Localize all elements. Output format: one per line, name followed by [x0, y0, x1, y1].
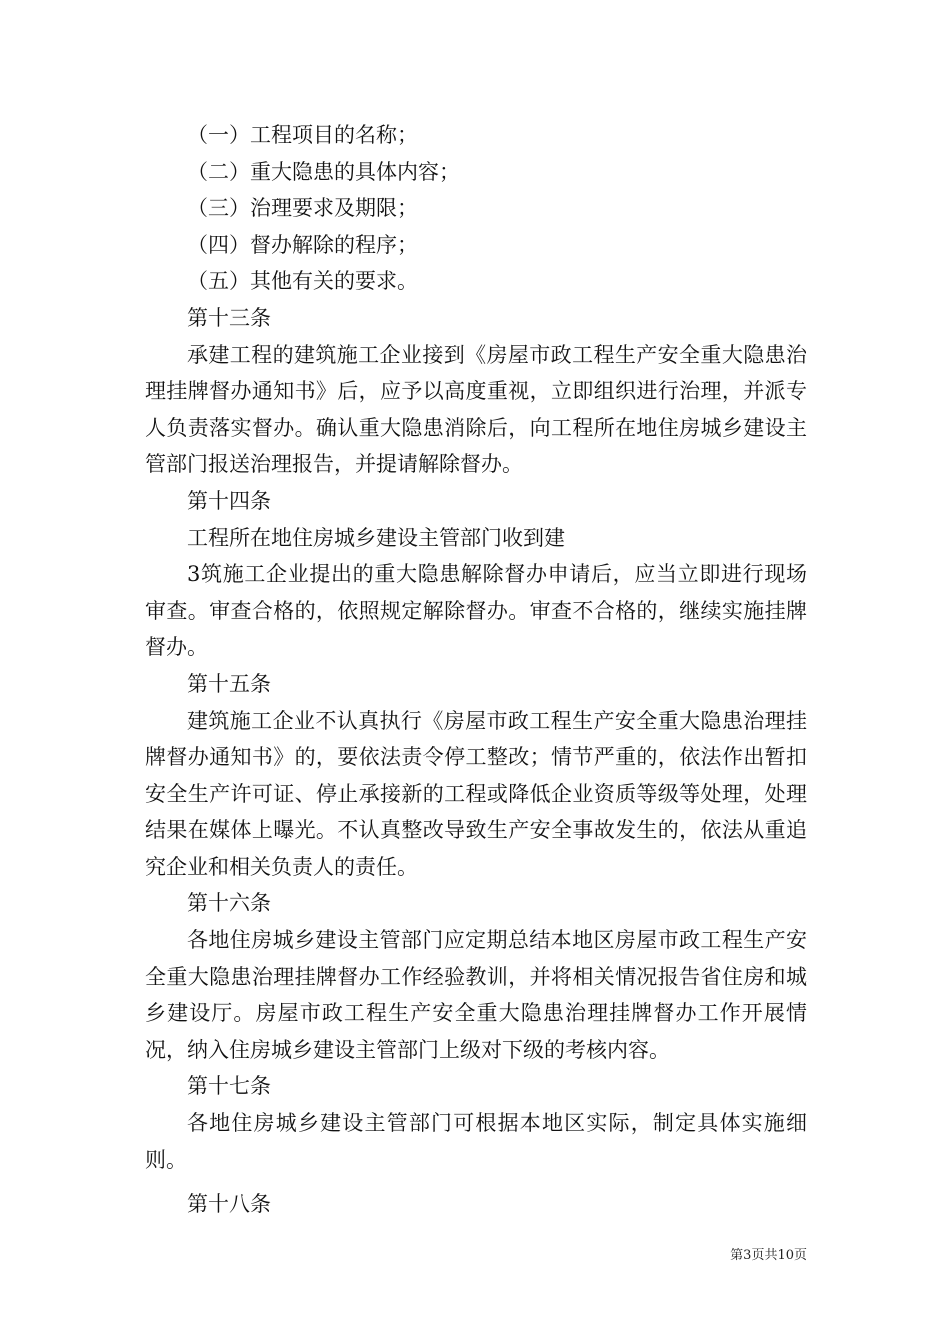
article-16-body: 各地住房城乡建设主管部门应定期总结本地区房屋市政工程生产安全重大隐患治理挂牌督办工作经验教训，并将相关情况报告省住房和城乡建设厅。房屋市政工程生产安全重大隐患治理挂牌督办工作开展情况，纳入住房城乡建设主管部门上级对下级的考核内容。 — [145, 928, 807, 1062]
article-14-heading: 第十四条 — [187, 488, 271, 513]
article-18-heading: 第十八条 — [187, 1192, 271, 1217]
article-15-heading: 第十五条 — [187, 671, 271, 696]
article-16-heading: 第十六条 — [187, 891, 271, 916]
article-13-body: 承建工程的建筑施工企业接到《房屋市政工程生产安全重大隐患治理挂牌督办通知书》后，应予以高度重视，立即组织进行治理，并派专人负责落实督办。确认重大隐患消除后，向工程所在地住房城乡建设主管部门报送治理报告，并提请解除督办。 — [145, 342, 807, 477]
article-14-body-line1: 工程所在地住房城乡建设主管部门收到建 — [187, 525, 565, 550]
article-15-body: 建筑施工企业不认真执行《房屋市政工程生产安全重大隐患治理挂牌督办通知书》的，要依法责令停工整改；情节严重的，依法作出暂扣安全生产许可证、停止承接新的工程或降低企业资质等级等处理，处理结果在媒体上曝光。不认真整改导致生产安全事故发生的，依法从重追究企业和相关负责人的责任。 — [145, 708, 807, 879]
document-body — [145, 117, 807, 1223]
article-17-body: 各地住房城乡建设主管部门可根据本地区实际，制定具体实施细则。 — [145, 1111, 807, 1172]
list-item-hazard-content: （二）重大隐患的具体内容； — [187, 159, 460, 184]
article-14-body-line2: 3筑施工企业提出的重大隐患解除督办申请后，应当立即进行现场审查。审查合格的，依照规定解除督办。审查不合格的，继续实施挂牌督办。 — [145, 562, 807, 660]
article-17-heading: 第十七条 — [187, 1074, 271, 1099]
list-item-other-requirements: （五）其他有关的要求。 — [187, 269, 418, 294]
list-item-release-procedure: （四）督办解除的程序； — [187, 232, 418, 257]
list-item-project-name: （一）工程项目的名称； — [187, 123, 418, 147]
page-number-footer: 第3页共10页 — [730, 1248, 807, 1263]
article-13-heading: 第十三条 — [187, 305, 271, 330]
list-item-requirements-deadline: （三）治理要求及期限； — [187, 196, 418, 221]
